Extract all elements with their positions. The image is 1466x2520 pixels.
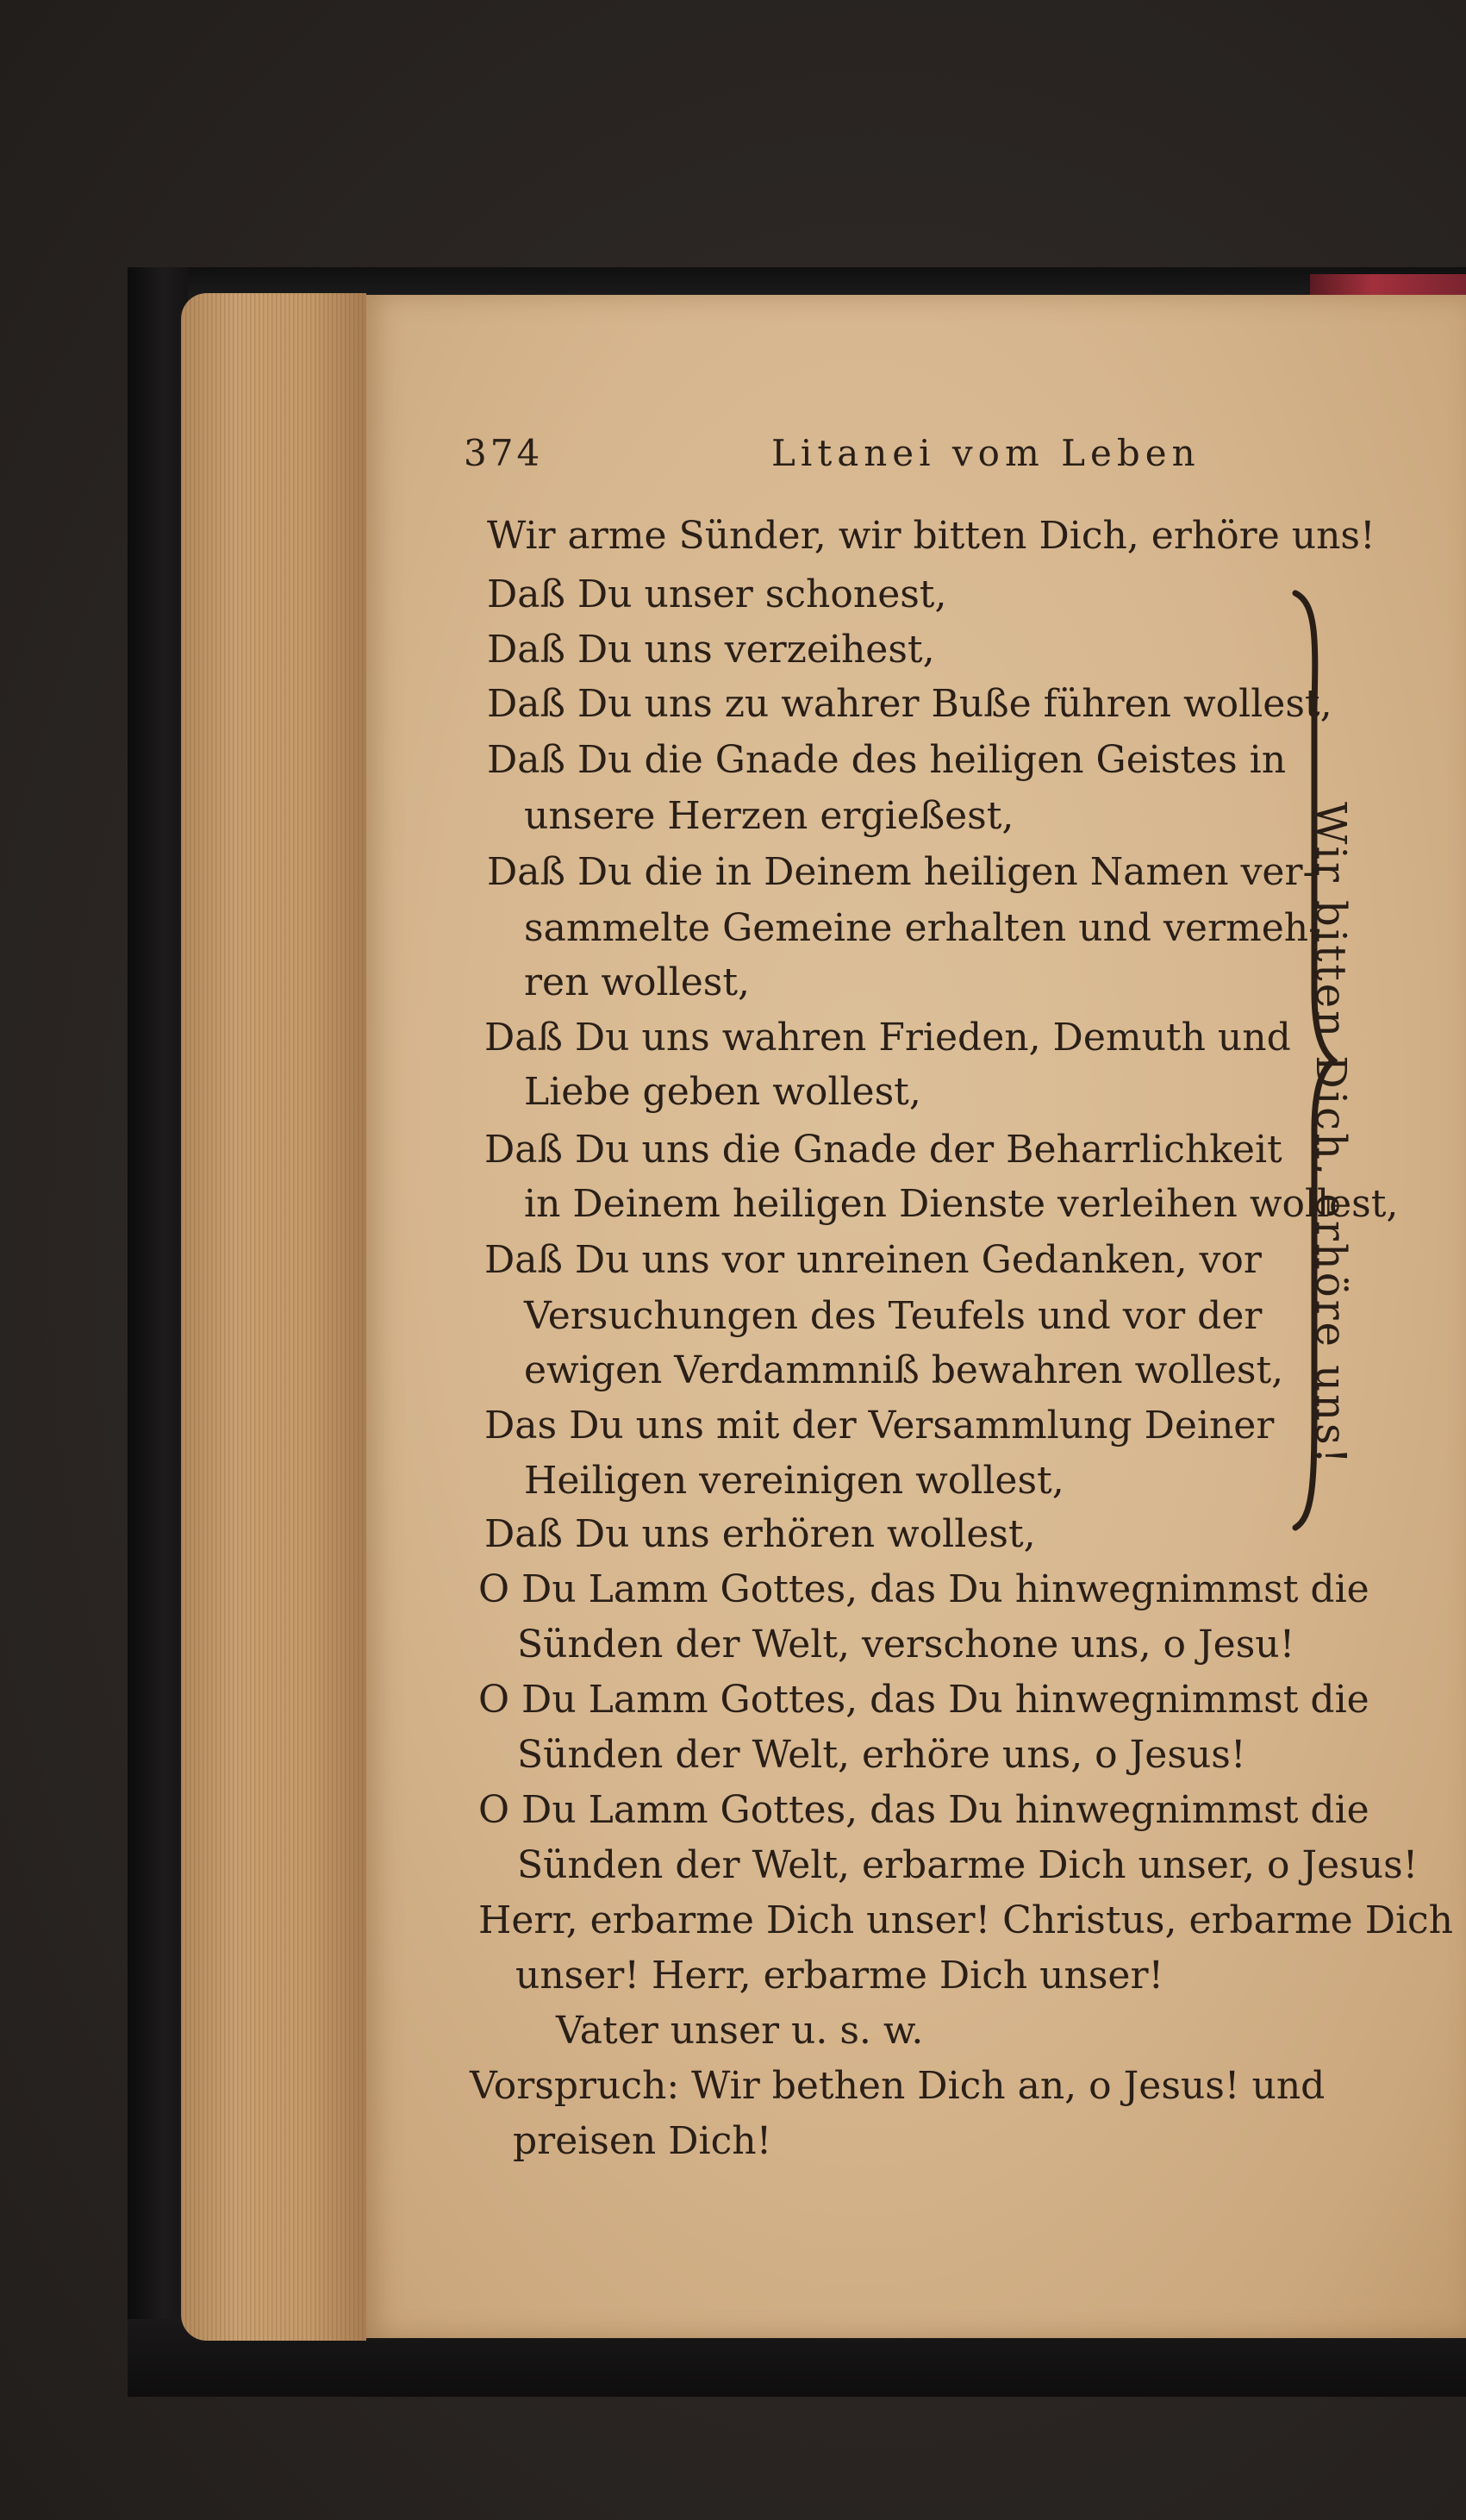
litany-line: O Du Lamm Gottes, das Du hinwegnimmst die bbox=[478, 1678, 1369, 1722]
litany-line: ren wollest, bbox=[524, 960, 750, 1004]
litany-line: Daß Du uns die Gnade der Beharrlichkeit bbox=[484, 1128, 1282, 1172]
litany-line: Daß Du uns zu wahrer Buße führen wollest, bbox=[487, 682, 1332, 726]
page-number: 374 bbox=[464, 432, 544, 474]
litany-line: preisen Dich! bbox=[513, 2119, 772, 2163]
litany-line: Sünden der Welt, verschone uns, o Jesu! bbox=[517, 1623, 1295, 1666]
page-edges bbox=[181, 293, 366, 2341]
litany-line: Versuchungen des Teufels und vor der bbox=[524, 1294, 1263, 1338]
litany-line: Daß Du uns vor unreinen Gedanken, vor bbox=[484, 1238, 1262, 1282]
litany-line: Daß Du unser schonest, bbox=[487, 572, 947, 616]
litany-line: Daß Du uns erhören wollest, bbox=[484, 1512, 1036, 1556]
litany-line: Sünden der Welt, erhöre uns, o Jesus! bbox=[517, 1733, 1246, 1777]
litany-line: Daß Du die in Deinem heiligen Namen ver- bbox=[487, 850, 1316, 894]
litany-line: ewigen Verdammniß bewahren wollest, bbox=[524, 1348, 1284, 1392]
litany-line: unser! Herr, erbarme Dich unser! bbox=[515, 1954, 1164, 1998]
litany-line: Vater unser u. s. w. bbox=[556, 2009, 924, 2053]
litany-line: in Deinem heiligen Dienste verleihen wollest, bbox=[524, 1182, 1399, 1226]
litany-line: sammelte Gemeine erhalten und vermeh- bbox=[524, 906, 1321, 950]
litany-line: O Du Lamm Gottes, das Du hinwegnimmst die bbox=[478, 1788, 1369, 1832]
litany-line: Daß Du uns verzeihest, bbox=[487, 628, 935, 672]
litany-line: Wir arme Sünder, wir bitten Dich, erhöre uns! bbox=[487, 514, 1376, 558]
litany-line: Herr, erbarme Dich unser! Christus, erbarme Dich bbox=[478, 1898, 1454, 1942]
litany-line: Heiligen vereinigen wollest, bbox=[524, 1459, 1064, 1503]
litany-line: Sünden der Welt, erbarme Dich unser, o Jesus! bbox=[517, 1843, 1419, 1887]
litany-line: Liebe geben wollest, bbox=[524, 1070, 921, 1114]
litany-line: Daß Du uns wahren Frieden, Demuth und bbox=[484, 1016, 1291, 1060]
running-title: Litanei vom Leben bbox=[771, 432, 1201, 474]
rotated-refrain: Wir bitten Dich, erhöre uns! bbox=[1307, 802, 1355, 1466]
litany-line: Das Du uns mit der Versammlung Deiner bbox=[484, 1404, 1275, 1448]
book-cover-spine bbox=[128, 267, 188, 2384]
litany-line: Vorspruch: Wir bethen Dich an, o Jesus! und bbox=[470, 2064, 1326, 2108]
litany-line: Daß Du die Gnade des heiligen Geistes in bbox=[487, 738, 1287, 782]
litany-line: O Du Lamm Gottes, das Du hinwegnimmst die bbox=[478, 1567, 1369, 1611]
litany-line: unsere Herzen ergießest, bbox=[524, 794, 1014, 838]
